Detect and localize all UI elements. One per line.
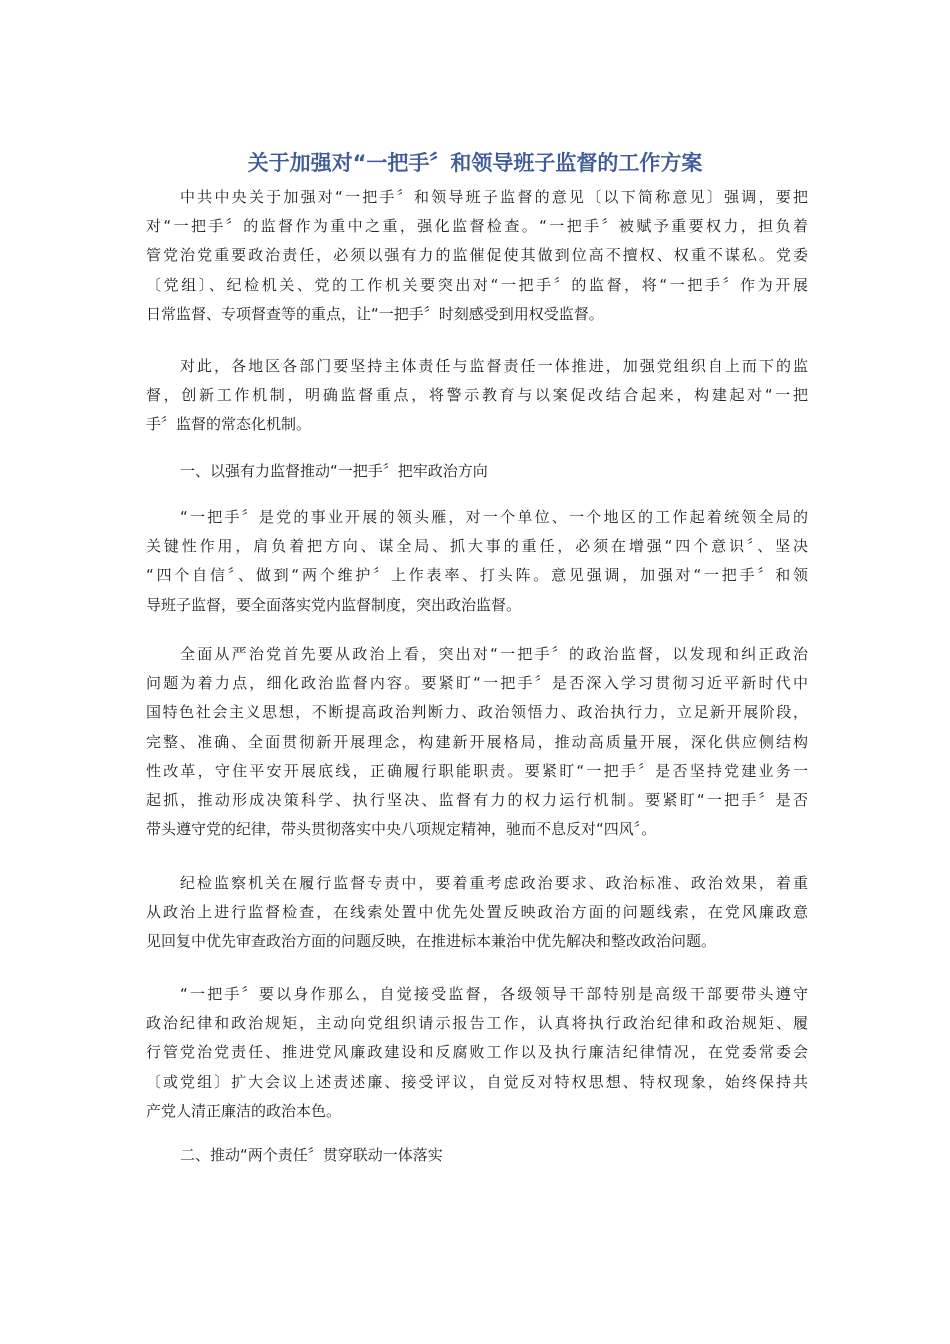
paragraph-line: 性改革，守住平安开展底线，正确履行职能职责。要紧盯“一把手〞是否坚持党建业务一: [146, 761, 808, 780]
paragraph-line: 全面从严治党首先要从政治上看，突出对“一把手〞的政治监督，以发现和纠正政治: [180, 645, 808, 663]
paragraph-6: [146, 980, 808, 1126]
paragraph-line: 手〞监督的常态化机制。: [146, 415, 312, 434]
paragraph-line: 起抓，推动形成决策科学、执行坚决、监督有力的权力运行机制。要紧盯“一把手〞是否: [146, 790, 808, 809]
paragraph-line: 政治纪律和政治规矩，主动向党组织请示报告工作，认真将执行政治纪律和政治规矩、履: [146, 1014, 808, 1033]
paragraph-3: [146, 503, 808, 620]
paragraph-line: 问题为着力点，细化政治监督内容。要紧盯“一把手〞是否深入学习贯彻习近平新时代中: [146, 674, 808, 693]
paragraph-line: 国特色社会主义思想，不断提高政治判断力、政治领悟力、政治执行力，立足新开展阶段，: [146, 703, 808, 722]
paragraph-5: [146, 869, 808, 957]
paragraph-line: 行管党治党责任、推进党风廉政建设和反腐败工作以及执行廉洁纪律情况，在党委常委会: [146, 1043, 808, 1062]
paragraph-4: [146, 640, 808, 844]
paragraph-line: 对此，各地区各部门要坚持主体责任与监督责任一体推进，加强党组织自上而下的监: [180, 357, 808, 375]
paragraph-line: 日常监督、专项督查等的重点，让“一把手〞时刻感受到用权受监督。: [146, 304, 604, 323]
paragraph-line: “四个自信〞、做到“两个维护〞上作表率、打头阵。意见强调，加强对“一把手〞和领: [146, 566, 808, 585]
paragraph-line: 〔党组〕、纪检机关、党的工作机关要突出对“一把手〞的监督，将“一把手〞作为开展: [146, 275, 808, 294]
paragraph-line: 完整、准确、全面贯彻新开展理念，构建新开展格局，推动高质量开展，深化供应侧结构: [146, 732, 808, 751]
paragraph-2: [146, 352, 808, 440]
paragraph-line: 导班子监督，要全面落实党内监督制度，突出政治监督。: [146, 595, 522, 614]
paragraph-line: 见回复中优先审查政治方面的问题反映，在推进标本兼治中优先解决和整改政治问题。: [146, 932, 717, 951]
section-heading-2: 二、推动“两个责任〞贯穿联动一体落实: [180, 1146, 443, 1164]
paragraph-line: 产党人清正廉洁的政治本色。: [146, 1101, 342, 1120]
paragraph-line: 关键性作用，肩负着把方向、谋全局、抓大事的重任，必须在增强“四个意识〞、坚决: [146, 537, 808, 556]
paragraph-line: “一把手〞要以身作那么，自觉接受监督，各级领导干部特别是高级干部要带头遵守: [180, 985, 808, 1003]
paragraph-line: 对“一把手〞的监督作为重中之重，强化监督检查。“一把手〞被赋予重要权力，担负着: [146, 217, 808, 236]
paragraph-line: 带头遵守党的纪律，带头贯彻落实中央八项规定精神，驰而不息反对“四风〞。: [146, 820, 657, 839]
paragraph-line: “一把手〞是党的事业开展的领头雁，对一个单位、一个地区的工作起着统领全局的: [180, 508, 808, 526]
paragraph-1: [146, 183, 808, 329]
paragraph-line: 督，创新工作机制，明确监督重点，将警示教育与以案促改结合起来，构建起对“一把: [146, 386, 808, 405]
paragraph-line: 纪检监察机关在履行监督专责中，要着重考虑政治要求、政治标准、政治效果，着重: [180, 874, 808, 892]
document-title: 关于加强对“一把手〞和领导班子监督的工作方案: [247, 151, 703, 176]
paragraph-line: 从政治上进行监督检查，在线索处置中优先处置反映政治方面的问题线索，在党风廉政意: [146, 903, 808, 922]
paragraph-line: 管党治党重要政治责任，必须以强有力的监催促使其做到位高不擅权、权重不谋私。党委: [146, 246, 808, 265]
section-heading-1: 一、以强有力监督推动“一把手〞把牢政治方向: [180, 462, 488, 480]
paragraph-line: 中共中央关于加强对“一把手〞和领导班子监督的意见〔以下简称意见〕强调，要把: [180, 188, 808, 206]
paragraph-line: 〔或党组〕扩大会议上述责述廉、接受评议，自觉反对特权思想、特权现象，始终保持共: [146, 1072, 808, 1091]
